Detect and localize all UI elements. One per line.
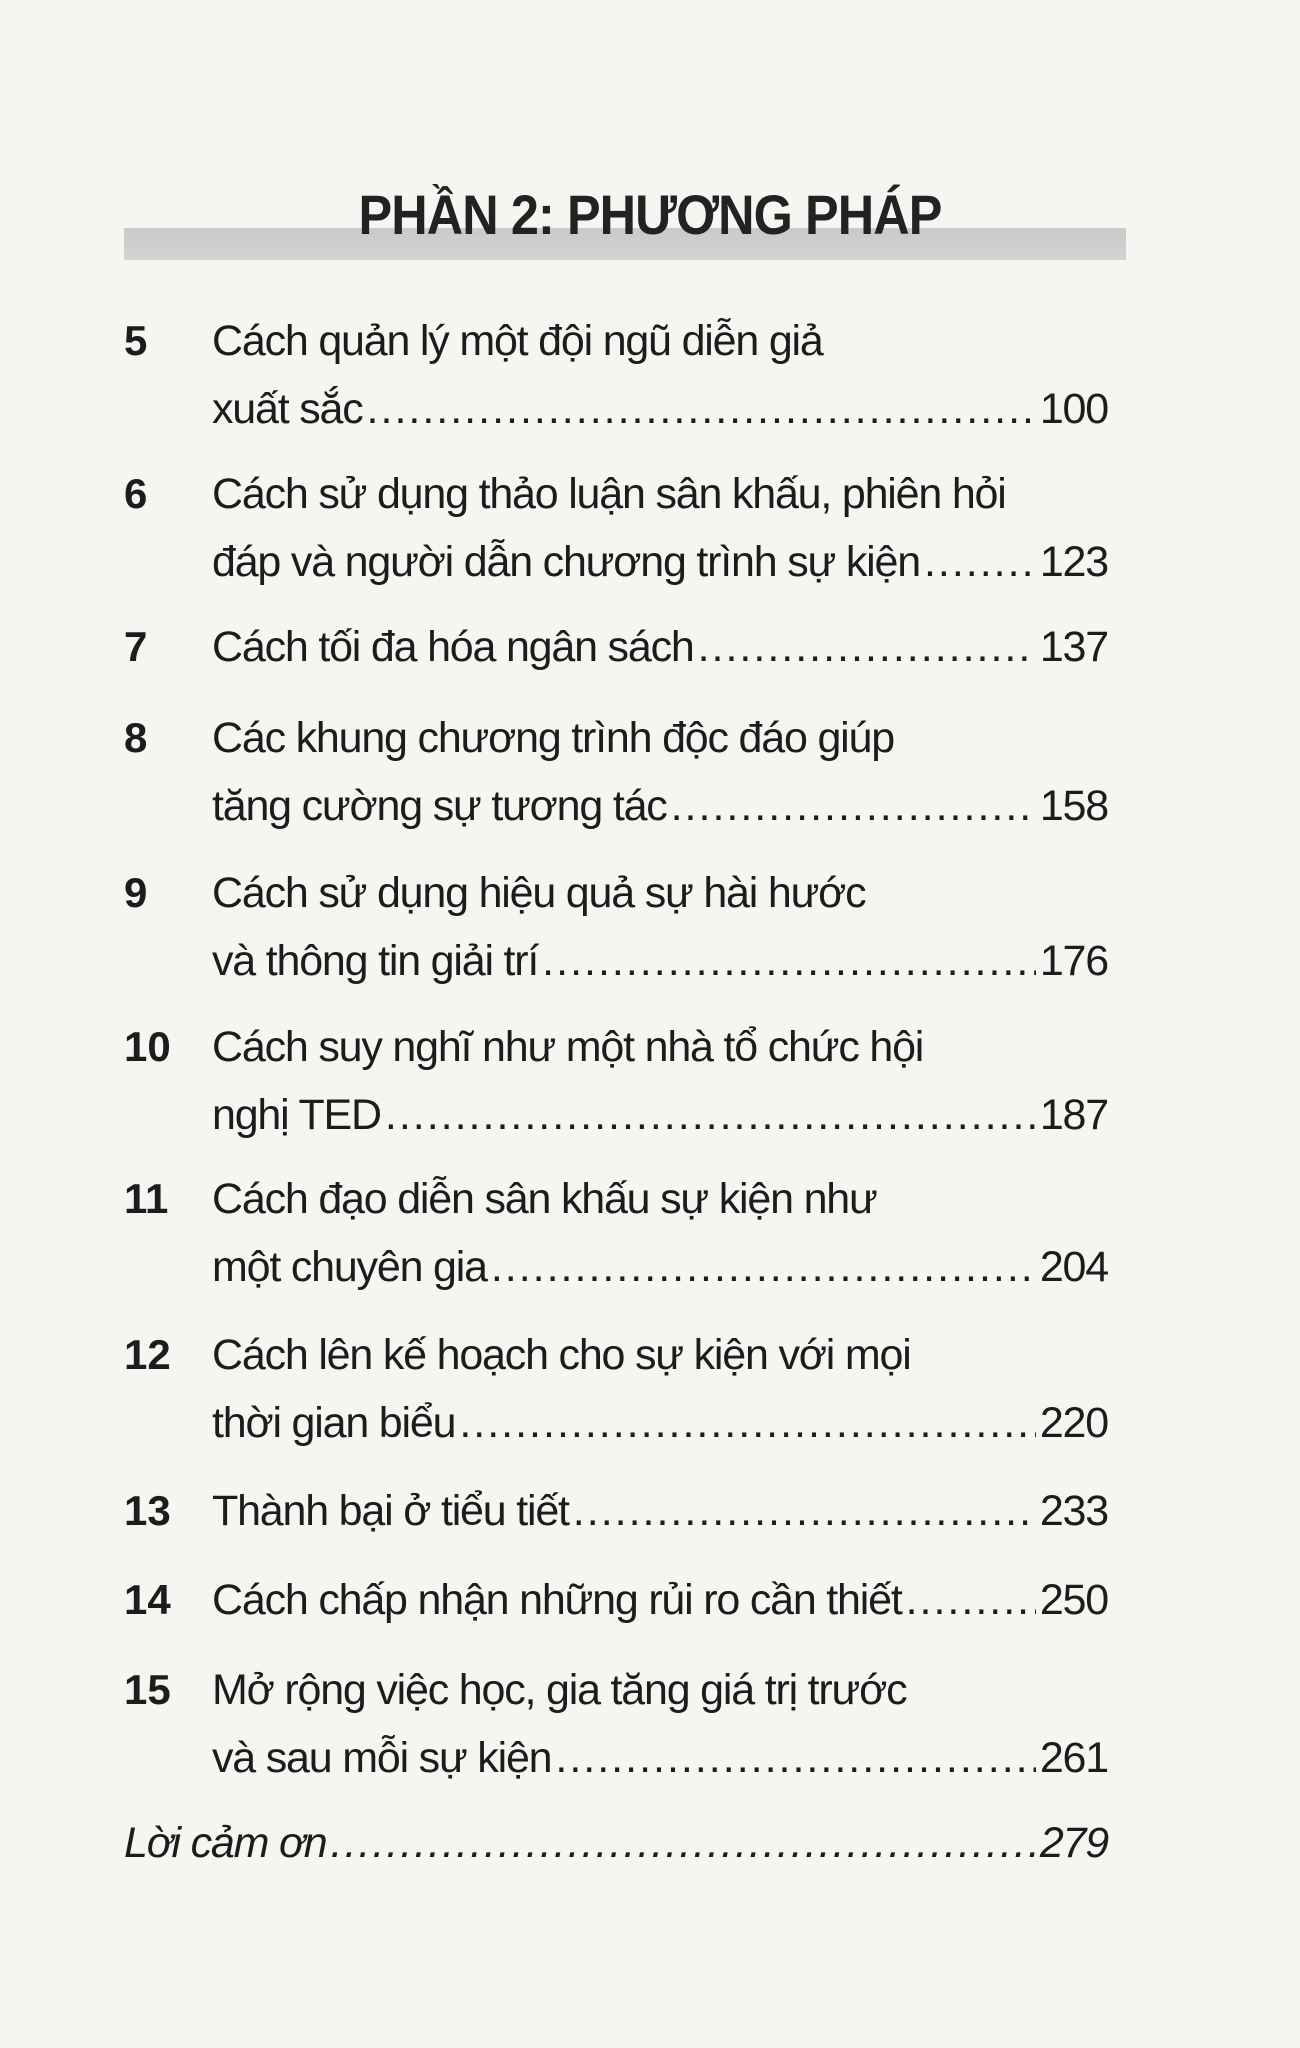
toc-entry-10[interactable] bbox=[124, 1013, 1108, 1149]
chapter-number: 15 bbox=[124, 1666, 171, 1713]
page-number: 250 bbox=[1039, 1576, 1108, 1624]
chapter-number: 5 bbox=[124, 317, 148, 364]
entry-title: và sau mỗi sự kiện bbox=[212, 1734, 552, 1782]
entry-title: Cách tối đa hóa ngân sách bbox=[212, 623, 694, 671]
entry-title: thời gian biểu bbox=[212, 1399, 456, 1447]
entry-title-line: Mở rộng việc học, gia tăng giá trị trước bbox=[212, 1666, 907, 1714]
dot-leader bbox=[906, 1566, 1036, 1634]
chapter-number: 7 bbox=[124, 623, 148, 670]
page-number: 137 bbox=[1039, 623, 1108, 671]
page-number: 123 bbox=[1039, 538, 1108, 586]
entry-title: Thành bại ở tiểu tiết bbox=[212, 1487, 569, 1535]
dot-leader bbox=[573, 1477, 1036, 1545]
dot-leader bbox=[331, 1809, 1036, 1877]
page-number: 176 bbox=[1039, 937, 1108, 985]
toc-entry-14[interactable] bbox=[124, 1566, 1108, 1634]
toc-entry-5[interactable] bbox=[124, 307, 1108, 443]
chapter-number: 11 bbox=[124, 1175, 169, 1222]
chapter-number: 9 bbox=[124, 869, 148, 916]
toc-entry-9[interactable] bbox=[124, 859, 1108, 995]
dot-leader bbox=[924, 528, 1036, 596]
entry-title: xuất sắc bbox=[212, 385, 363, 433]
page-number: 279 bbox=[1039, 1819, 1108, 1867]
chapter-number: 13 bbox=[124, 1487, 171, 1534]
toc-entry-12[interactable] bbox=[124, 1321, 1108, 1457]
page-number: 204 bbox=[1039, 1243, 1108, 1291]
page-number: 261 bbox=[1039, 1734, 1108, 1782]
entry-title-line: Cách suy nghĩ như một nhà tổ chức hội bbox=[212, 1023, 924, 1071]
section-title: PHẦN 2: PHƯƠNG PHÁP bbox=[358, 183, 942, 246]
entry-title-line: Cách sử dụng hiệu quả sự hài hước bbox=[212, 869, 866, 917]
entry-title: Lời cảm ơn bbox=[124, 1819, 327, 1867]
dot-leader bbox=[671, 772, 1036, 840]
dot-leader bbox=[555, 1724, 1035, 1792]
chapter-number: 12 bbox=[124, 1331, 171, 1378]
dot-leader bbox=[385, 1081, 1036, 1149]
page-number: 158 bbox=[1039, 782, 1108, 830]
entry-title: tăng cường sự tương tác bbox=[212, 782, 667, 830]
entry-title: nghị TED bbox=[212, 1091, 381, 1139]
entry-title: và thông tin giải trí bbox=[212, 937, 539, 985]
page-number: 233 bbox=[1039, 1487, 1108, 1535]
toc-entry-7[interactable] bbox=[124, 613, 1108, 681]
dot-leader bbox=[698, 613, 1036, 681]
entry-title-line: Cách đạo diễn sân khấu sự kiện như bbox=[212, 1175, 877, 1223]
entry-title: đáp và người dẫn chương trình sự kiện bbox=[212, 538, 920, 586]
page-number: 220 bbox=[1039, 1399, 1108, 1447]
entry-title-line: Các khung chương trình độc đáo giúp bbox=[212, 714, 894, 762]
dot-leader bbox=[367, 375, 1036, 443]
chapter-number: 10 bbox=[124, 1023, 171, 1070]
chapter-number: 6 bbox=[124, 470, 148, 517]
entry-title-line: Cách sử dụng thảo luận sân khấu, phiên hỏi bbox=[212, 470, 1006, 518]
page-number: 187 bbox=[1039, 1091, 1108, 1139]
entry-title-line: Cách lên kế hoạch cho sự kiện với mọi bbox=[212, 1331, 911, 1379]
chapter-number: 8 bbox=[124, 714, 148, 761]
toc-entry-6[interactable] bbox=[124, 460, 1108, 596]
toc-entry-15[interactable] bbox=[124, 1656, 1108, 1792]
entry-title-line: Cách quản lý một đội ngũ diễn giả bbox=[212, 317, 823, 365]
toc-entry-acknowledgements[interactable] bbox=[124, 1809, 1108, 1877]
toc-entry-11[interactable] bbox=[124, 1165, 1108, 1301]
entry-title: một chuyên gia bbox=[212, 1243, 487, 1291]
dot-leader bbox=[459, 1389, 1036, 1457]
page-number: 100 bbox=[1039, 385, 1108, 433]
entry-title: Cách chấp nhận những rủi ro cần thiết bbox=[212, 1576, 902, 1624]
chapter-number: 14 bbox=[124, 1576, 171, 1623]
toc-entry-8[interactable] bbox=[124, 704, 1108, 840]
dot-leader bbox=[542, 927, 1036, 995]
toc-entry-13[interactable] bbox=[124, 1477, 1108, 1545]
dot-leader bbox=[491, 1233, 1036, 1301]
